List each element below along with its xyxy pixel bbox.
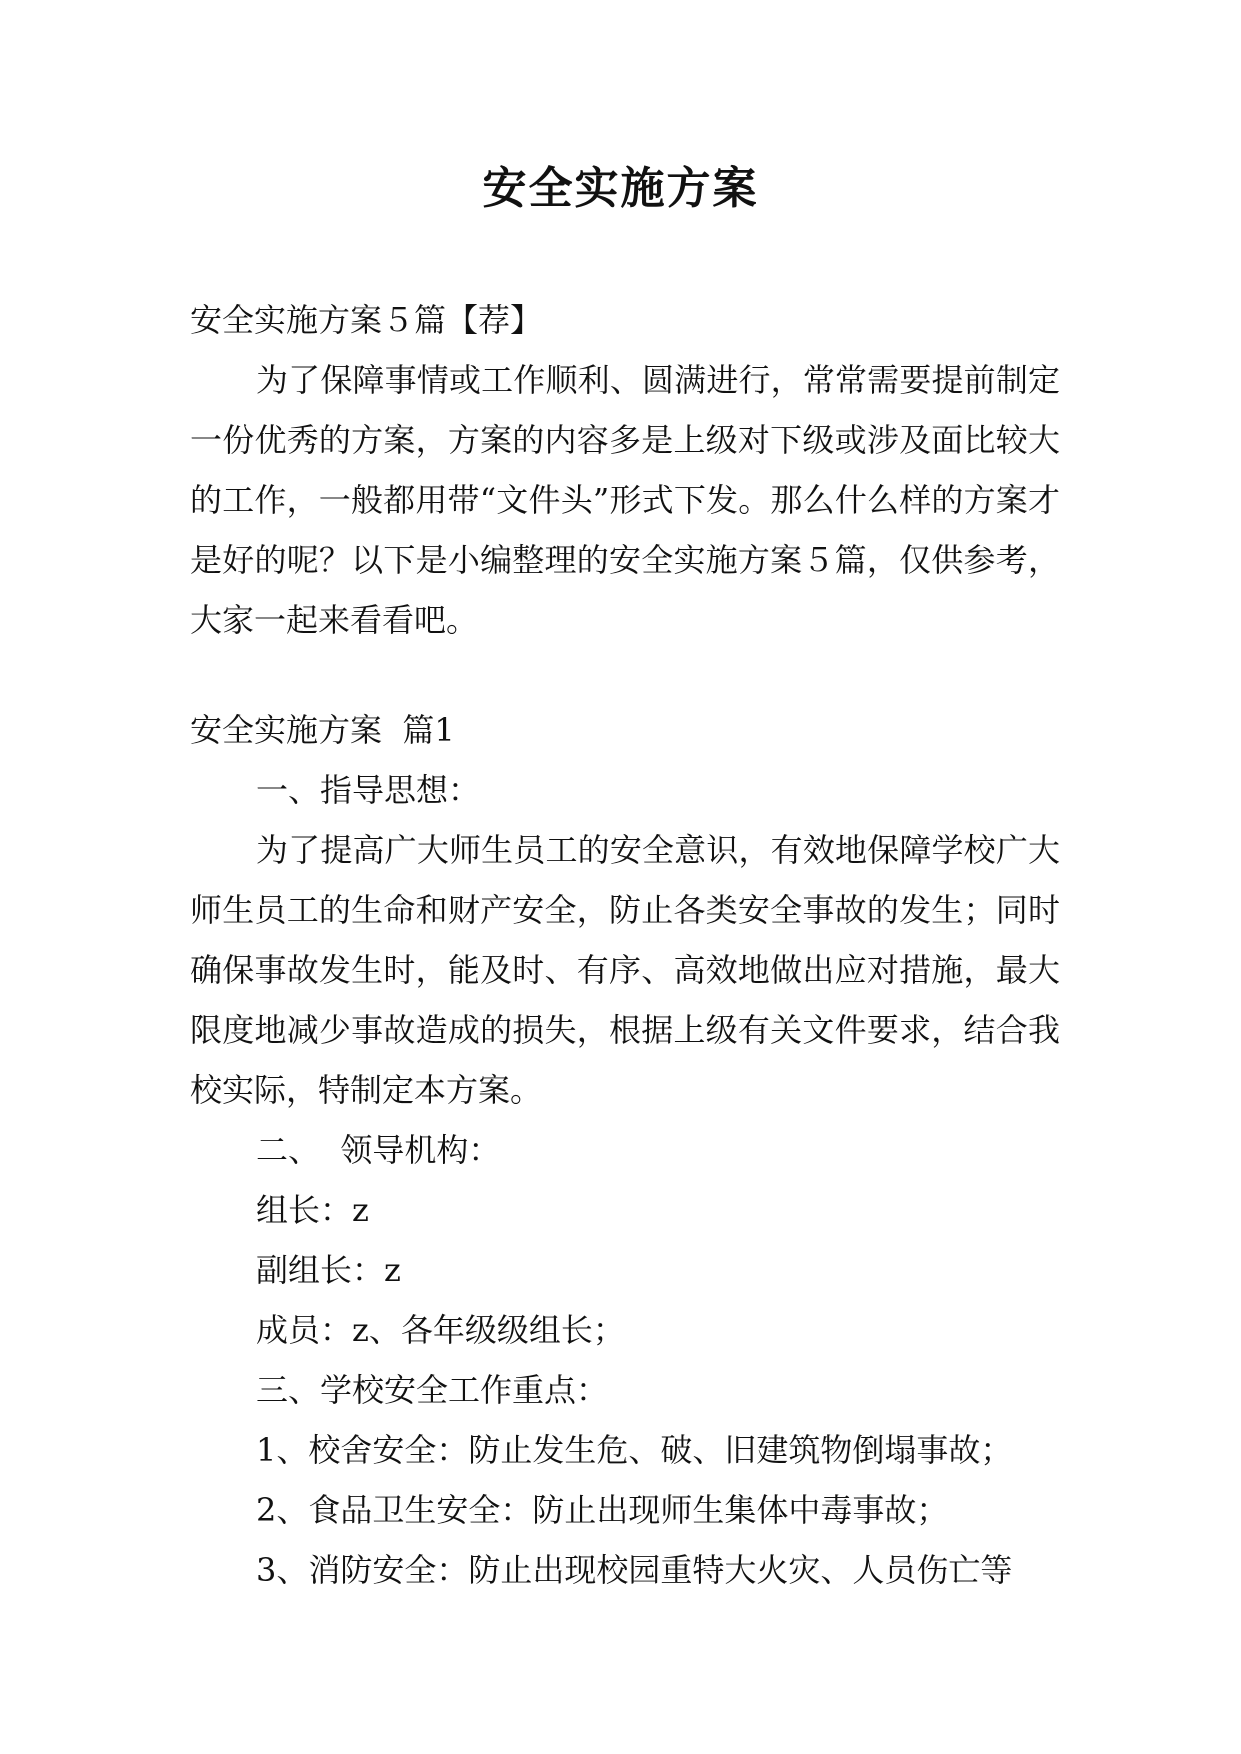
- leader-line: 组长：z: [256, 1191, 369, 1229]
- list-item: 2、食品卫生安全：防止出现师生集体中毒事故；: [256, 1491, 949, 1529]
- document-subtitle: 安全实施方案５篇【荐】: [190, 301, 543, 339]
- document-body: [190, 290, 1060, 1600]
- intro-paragraph: 为了保障事情或工作顺利、圆满进行，常常需要提前制定一份优秀的方案，方案的内容多是上级对下级或涉及面比较大的工作，一般都用带“文件头”形式下发。那么什么样的方案才是好的呢？以下是小编整理的安全实施方案５篇，仅供参考，大家一起来看看吧。: [190, 361, 1060, 639]
- heading-leadership: 二、 领导机构：: [256, 1131, 501, 1169]
- section-heading: 安全实施方案 篇1: [190, 711, 455, 749]
- heading-guiding-ideology: 一、指导思想：: [256, 771, 481, 809]
- list-item: 1、校舍安全：防止发生危、破、旧建筑物倒塌事故；: [256, 1431, 1013, 1469]
- heading-safety-focus: 三、学校安全工作重点：: [256, 1371, 609, 1409]
- list-item: 3、消防安全：防止出现校园重特大火灾、人员伤亡等: [256, 1551, 1013, 1589]
- guiding-ideology-paragraph: 为了提高广大师生员工的安全意识，有效地保障学校广大师生员工的生命和财产安全，防止各类安全事故的发生；同时确保事故发生时，能及时、有序、高效地做出应对措施，最大限度地减少事故造成的损失，根据上级有关文件要求，结合我校实际，特制定本方案。: [190, 831, 1060, 1109]
- section-spacer: [190, 650, 1060, 700]
- vice-leader-line: 副组长：z: [256, 1251, 401, 1289]
- document-title: 安全实施方案: [482, 163, 759, 214]
- members-line: 成员：z、各年级级组长；: [256, 1311, 625, 1349]
